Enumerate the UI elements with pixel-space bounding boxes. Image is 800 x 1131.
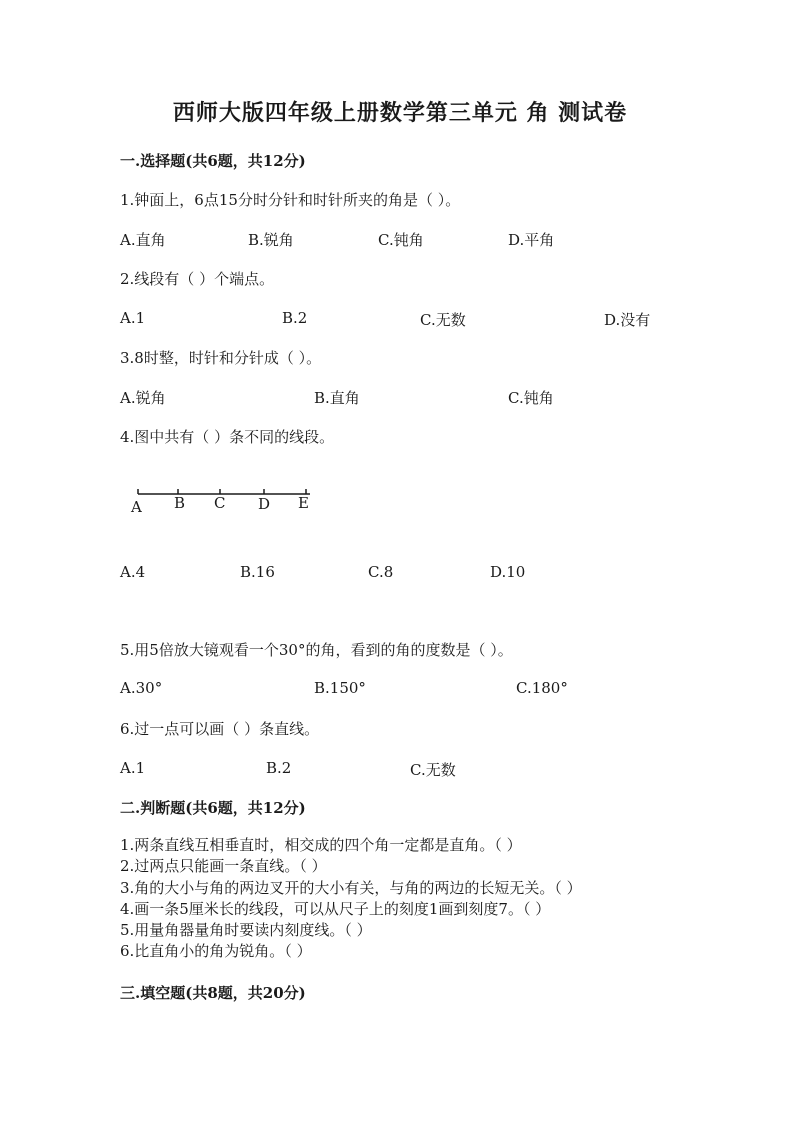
point-label-d: D xyxy=(258,495,271,513)
point-label-c: C xyxy=(214,494,226,512)
question-3: 3.8时整，时针和分针成（ ）。 xyxy=(120,349,322,367)
option-2c: C.无数 xyxy=(420,311,466,329)
question-6: 6.过一点可以画（ ）条直线。 xyxy=(120,720,320,738)
option-4c: C.8 xyxy=(368,563,394,581)
judge-item-1: 1.两条直线互相垂直时，相交成的四个角一定都是直角。（ ） xyxy=(120,836,522,854)
option-1d: D.平角 xyxy=(508,231,555,249)
option-2d: D.没有 xyxy=(604,311,651,329)
section-heading-choice: 一.选择题(共6题，共12分) xyxy=(120,152,306,170)
option-3a: A.锐角 xyxy=(120,389,166,407)
section-heading-judge: 二.判断题(共6题，共12分) xyxy=(120,799,306,817)
question-5: 5.用5倍放大镜观看一个30°的角，看到的角的度数是（ ）。 xyxy=(120,641,513,659)
option-5a: A.30° xyxy=(120,679,163,697)
point-label-a: A xyxy=(131,498,142,516)
judge-item-3: 3.角的大小与角的两边叉开的大小有关，与角的两边的长短无关。（ ） xyxy=(120,879,582,897)
option-1a: A.直角 xyxy=(120,231,166,249)
point-label-e: E xyxy=(298,494,309,512)
point-label-b: B xyxy=(174,494,186,512)
option-5b: B.150° xyxy=(314,679,366,697)
question-4: 4.图中共有（ ）条不同的线段。 xyxy=(120,428,335,446)
judge-item-5: 5.用量角器量角时要读内刻度线。（ ） xyxy=(120,921,372,939)
option-3c: C.钝角 xyxy=(508,389,554,407)
option-1c: C.钝角 xyxy=(378,231,424,249)
option-2a: A.1 xyxy=(120,309,146,327)
option-4b: B.16 xyxy=(240,563,275,581)
judge-item-4: 4.画一条5厘米长的线段，可以从尺子上的刻度1画到刻度7。（ ） xyxy=(120,900,551,918)
judge-item-6: 6.比直角小的角为锐角。（ ） xyxy=(120,942,312,960)
option-6a: A.1 xyxy=(120,759,146,777)
page-title: 西师大版四年级上册数学第三单元 角 测试卷 xyxy=(172,100,628,126)
judge-item-2: 2.过两点只能画一条直线。（ ） xyxy=(120,857,327,875)
option-3b: B.直角 xyxy=(314,389,360,407)
option-6c: C.无数 xyxy=(410,761,456,779)
option-5c: C.180° xyxy=(516,679,568,697)
option-2b: B.2 xyxy=(282,309,308,327)
question-1: 1.钟面上，6点15分时分针和时针所夹的角是（ ）。 xyxy=(120,191,461,209)
option-1b: B.锐角 xyxy=(248,231,294,249)
question-2: 2.线段有（ ）个端点。 xyxy=(120,270,275,288)
option-4a: A.4 xyxy=(120,563,146,581)
section-heading-fill: 三.填空题(共8题，共20分) xyxy=(120,984,306,1002)
option-4d: D.10 xyxy=(490,563,526,581)
option-6b: B.2 xyxy=(266,759,292,777)
